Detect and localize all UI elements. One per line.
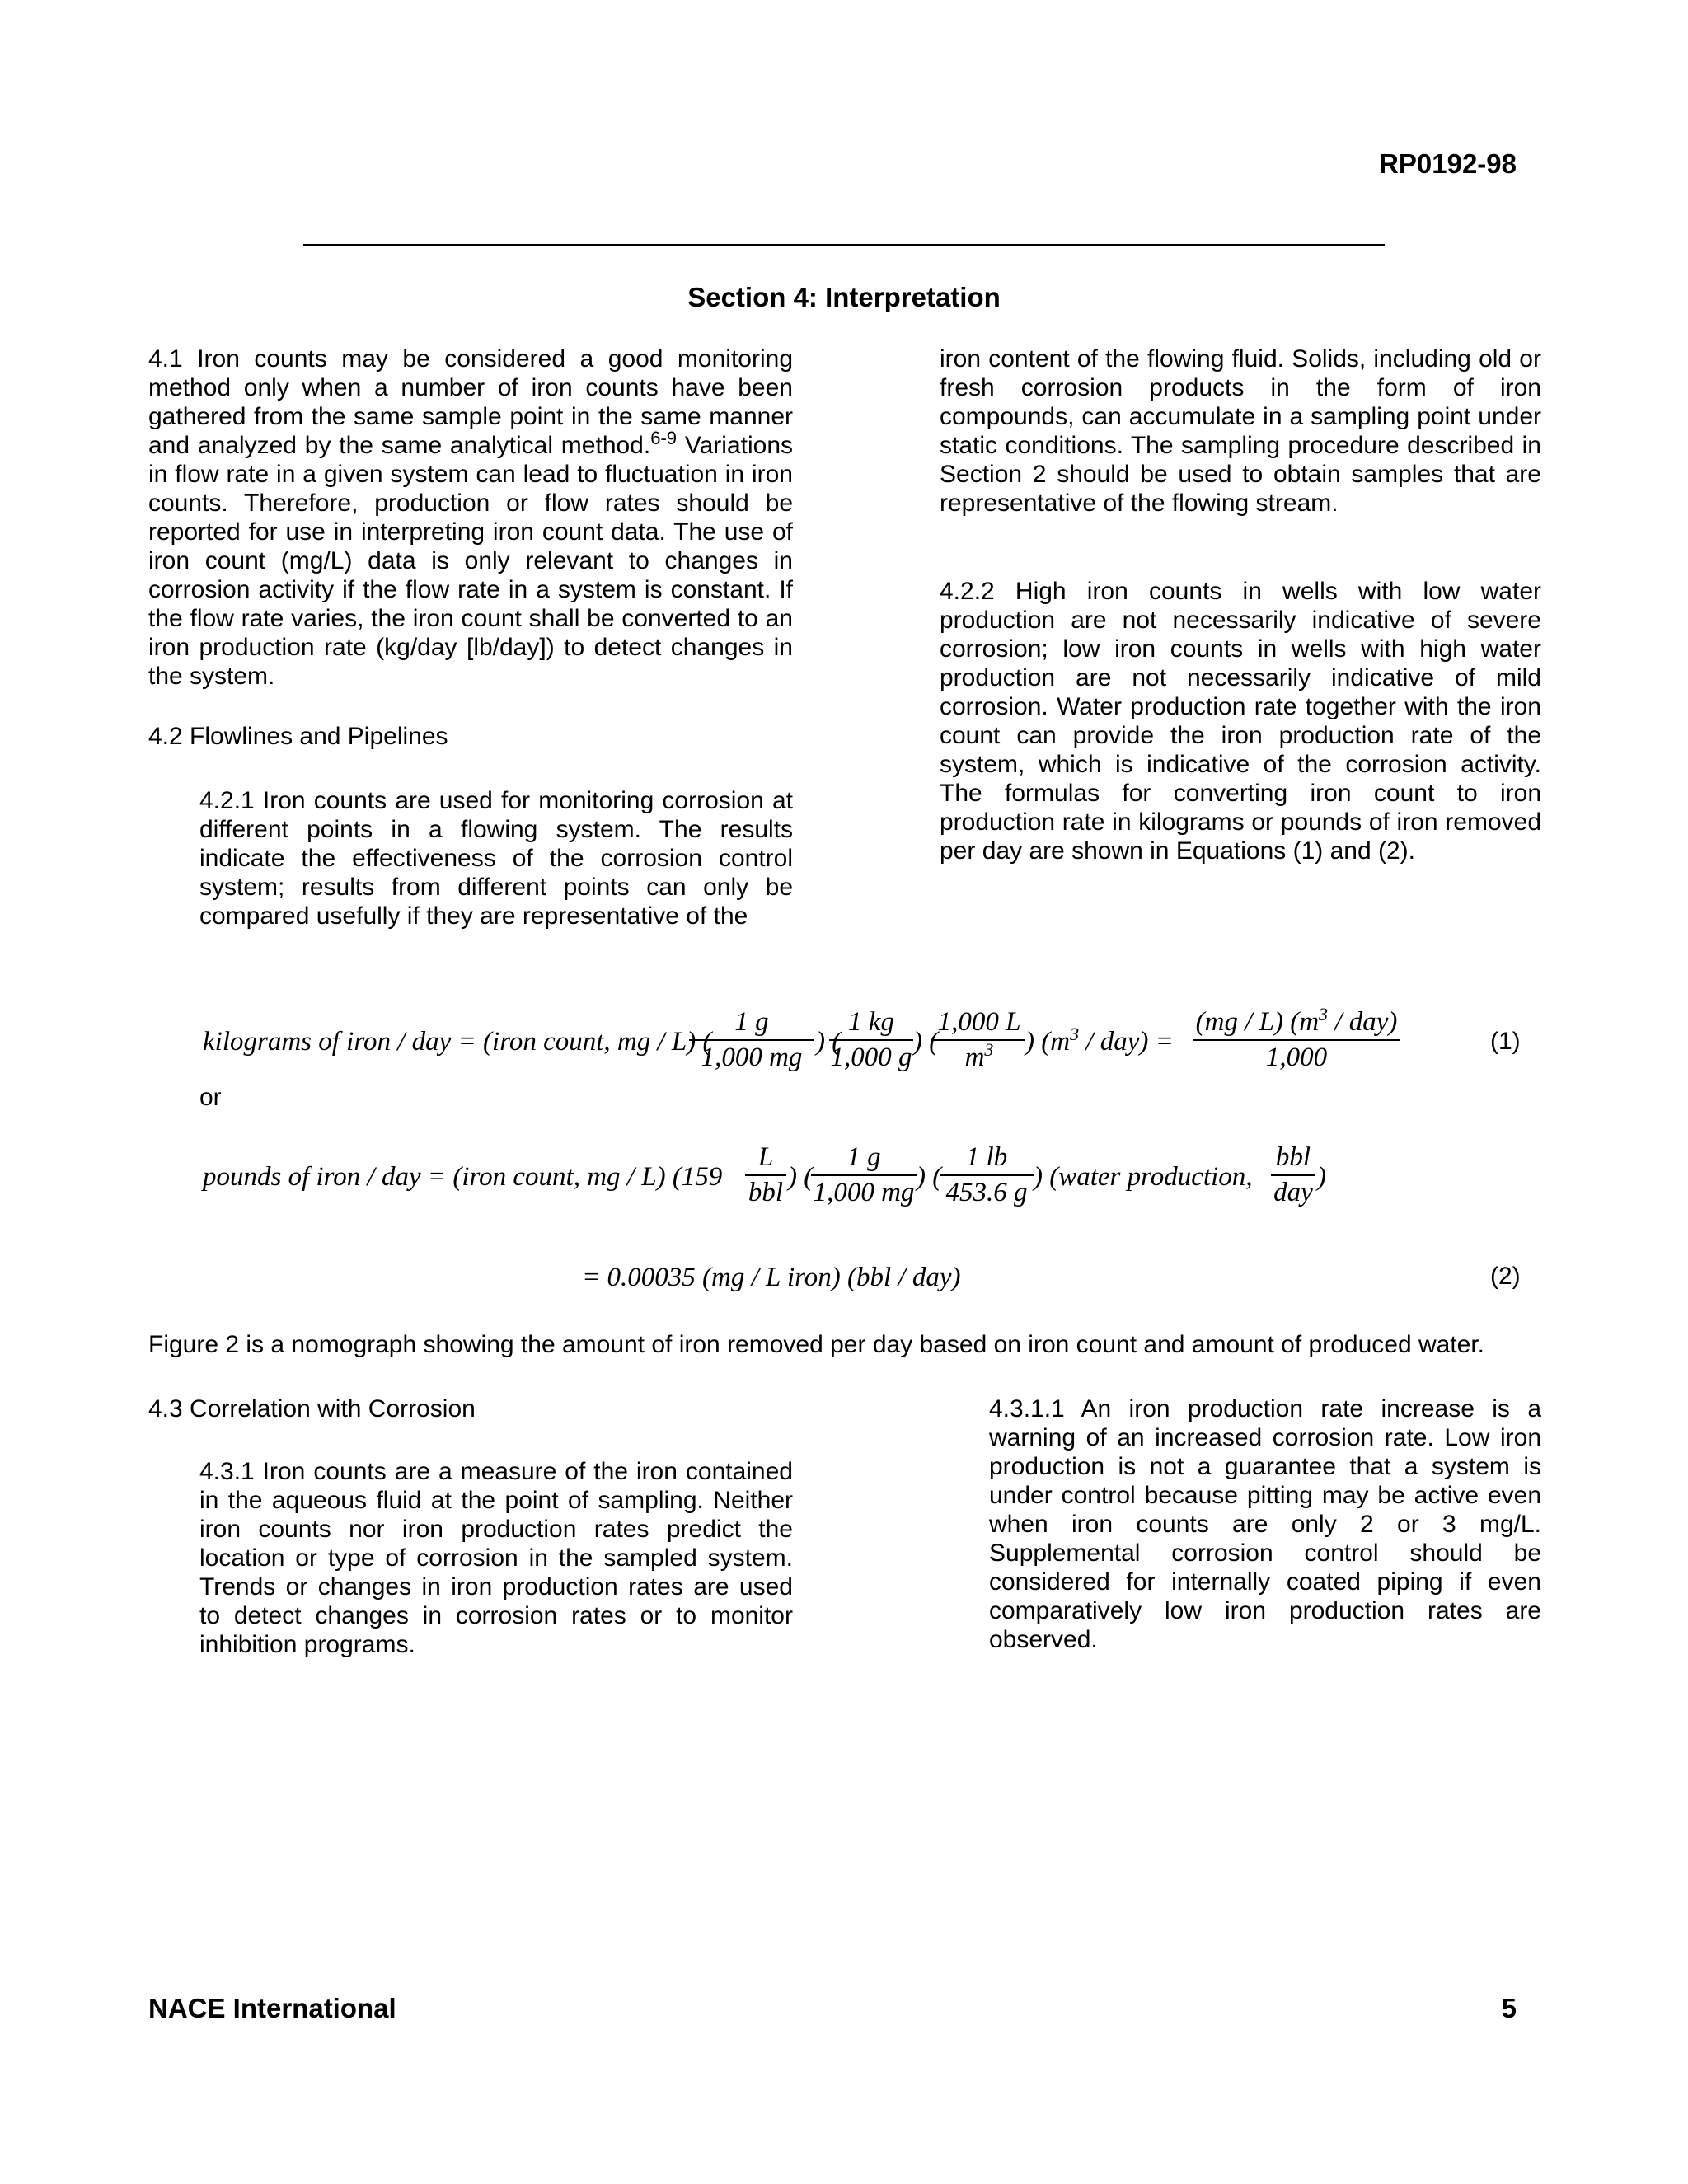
paragraph-4-3-1: 4.3.1 Iron counts are a measure of the iron contained in the aqueous fluid at the point of sampling. Neither iron counts nor iron production rates predict the location or type of corrosion in the sampled system. Trends or changes in iron production rates are used to detect changes in corrosion rates or to monitor inhibition programs. xyxy=(199,1458,793,1658)
eq2-lhs: pounds of iron / day = (iron count, mg / L) (159 xyxy=(203,1162,723,1192)
heading-4-2: 4.2 Flowlines and Pipelines xyxy=(148,723,448,750)
eq2-fraction-3: 1 lb 453.6 g xyxy=(940,1142,1034,1208)
figure-note: Figure 2 is a nomograph showing the amount of iron removed per day based on iron count and amount of produced water. xyxy=(148,1331,1484,1358)
section-title: Section 4: Interpretation xyxy=(687,282,1001,312)
eq1-rhs-fraction: (mg / L) $(m^3 / day)$ 1,000 xyxy=(1193,1007,1400,1073)
eq2-fraction-2: 1 g 1,000 mg xyxy=(811,1142,917,1208)
eq2-fraction-1: L bbl xyxy=(745,1142,786,1208)
heading-4-3: 4.3 Correlation with Corrosion xyxy=(148,1395,476,1422)
document-number: RP0192-98 xyxy=(1379,148,1517,179)
eq1-lhs: kilograms of iron / day = (iron count, mg / L) ( xyxy=(203,1027,712,1057)
footer-publisher: NACE International xyxy=(148,1993,396,2023)
page-number: 5 xyxy=(1501,1993,1517,2023)
paragraph-4-2-1: 4.2.1 Iron counts are used for monitoring corrosion at different points in a flowing system. The results indicate the effectiveness of the corrosion control system; results from different points can only be compared usefully if they are representative of the xyxy=(199,787,793,930)
eq2-result: = 0.00035 (mg / L iron) (bbl / day) xyxy=(582,1263,961,1292)
eq1-fraction-2: 1 kg 1,000 g xyxy=(830,1007,912,1072)
paragraph-4-3-1-1: 4.3.1.1 An iron production rate increase is a warning of an increased corrosion rate. Low iron production is not a guarantee that a system is under control because pitting may be active even when iron counts are only 2 or 3 mg/L. Supplemental corrosion control should be considered for internally coated piping if even comparatively low iron production rates are observed. xyxy=(989,1395,1541,1653)
eq1-fraction-3: 1,000 L $m^3$ xyxy=(933,1007,1025,1073)
eq2-fraction-4: bbl day xyxy=(1271,1142,1315,1208)
eq2-number: (2) xyxy=(1490,1263,1521,1290)
paragraph-4-2-1-continued: iron content of the flowing fluid. Solids, including old or fresh corrosion products in the form of iron compounds, can accumulate in a sampling point under static conditions. The sampling procedure described in Section 2 should be used to obtain samples that are representative of the flowing stream. xyxy=(940,345,1541,517)
paragraph-4-1: 4.1 Iron counts may be considered a good monitoring method only when a number of iron counts have been gathered from the same sample point in the same manner and analyzed by the same analytical method.$^{6-9}$ Variations in flow rate in a given system can lead to fluctuation in iron counts. Therefore, production or flow rates should be reported for use in interpreting iron count data. The use of iron count (mg/L) data is only relevant to changes in corrosion activity if the flow rate in a system is constant. If the flow rate varies, the iron count shall be converted to an iron production rate (kg/day [lb/day]) to detect changes in the system. xyxy=(148,345,794,690)
eq2-tail: ) (water production, xyxy=(1034,1162,1253,1192)
header-rule xyxy=(303,244,1385,246)
eq1-fraction-1: 1 g 1,000 mg xyxy=(689,1007,814,1073)
paragraph-4-2-2: 4.2.2 High iron counts in wells with low water production are not necessarily indicative of severe corrosion; low iron counts in wells with high water production are not necessarily indicative of mild corrosion. Water production rate together with the iron count can provide the iron production rate of the system, which is indicative of the corrosion activity. The formulas for converting iron count to iron production rate in kilograms or pounds of iron removed per day are shown in Equations (1) and (2). xyxy=(940,578,1541,865)
or-text: or xyxy=(199,1084,222,1111)
eq1-number: (1) xyxy=(1490,1028,1521,1055)
eq1-middle: ) $(m^3 / day)$ = xyxy=(1025,1024,1174,1057)
reference-superscript: 6-9 xyxy=(650,428,678,448)
